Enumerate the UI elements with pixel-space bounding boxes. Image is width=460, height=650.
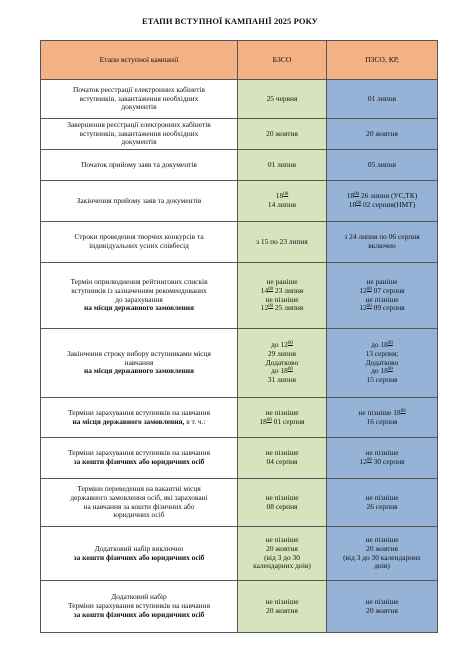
stage-text: навчання	[124, 357, 154, 367]
pzso-text: не пізніше	[365, 294, 399, 304]
pzso-text: 18	[346, 191, 355, 201]
pzso-text: 09 серпня	[371, 303, 405, 313]
pzso-text: включно	[368, 241, 396, 250]
bzso-text: не пізніше	[265, 294, 299, 304]
stage-cell	[41, 479, 238, 527]
stage-cell	[41, 80, 238, 119]
bzso-text: 20 жовтня	[266, 605, 298, 615]
pzso-text: з 24 липня по 06 серпня	[344, 232, 420, 242]
pzso-text: 30 серпня	[371, 457, 405, 466]
stage-cell	[41, 181, 238, 222]
stage-bold-text: на місця державного замовлення,	[72, 416, 185, 426]
stage-text: Закінчення прийому заяв та документів	[76, 195, 202, 205]
admission-stages-table	[40, 40, 438, 633]
time-superscript: 00	[287, 367, 293, 373]
bzso-cell	[238, 150, 327, 181]
pzso-text: 15 серпня	[366, 375, 398, 385]
bzso-text: 04 серпня	[266, 457, 298, 466]
pzso-text: до 18	[371, 366, 388, 376]
pzso-cell	[327, 438, 438, 479]
bzso-text: (від 3 до 30	[264, 552, 300, 562]
bzso-text: 20 жовтня	[266, 543, 298, 553]
bzso-cell	[238, 438, 327, 479]
bzso-cell	[238, 181, 327, 222]
header-bzso: БЗСО	[238, 41, 327, 80]
pzso-text: 26 липня (УС,ТК)	[359, 191, 418, 201]
stage-text: Термін оприлюднення рейтингових списків	[70, 276, 208, 286]
stage-text: вступників, завантаження необхідних	[79, 93, 199, 103]
bzso-cell	[238, 581, 327, 633]
stage-text: Завершення реєстрації електронних кабінетів	[67, 119, 211, 129]
pzso-text: не пізніше	[365, 596, 399, 606]
stage-text: в т. ч.:	[184, 416, 206, 426]
stage-text: Строки проведення творчих конкурсів та	[74, 232, 204, 242]
stage-cell	[41, 329, 238, 398]
pzso-text: 05 липня	[367, 159, 397, 169]
table-row	[41, 222, 438, 263]
table-row	[41, 438, 438, 479]
bzso-text: до 12	[271, 340, 288, 349]
pzso-text: не пізніше	[365, 448, 399, 458]
pzso-text: 20 жовтня	[366, 128, 398, 138]
stage-bold-text: на місця державного замовлення	[83, 366, 195, 376]
stage-text: Початок реєстрації електронних кабінетів	[73, 84, 205, 94]
bzso-text: не пізніше	[265, 534, 299, 544]
pzso-cell	[327, 398, 438, 438]
pzso-text: днів)	[374, 561, 390, 571]
bzso-cell	[238, 398, 327, 438]
time-superscript: 00	[266, 417, 272, 423]
bzso-text: 20 жовтня	[266, 128, 298, 138]
bzso-text: до 18	[271, 366, 288, 376]
pzso-text: 20 жовтня	[366, 543, 398, 553]
stage-bold-text: за кошти фізичних або юридичних осіб	[73, 609, 205, 619]
pzso-text: 12	[359, 457, 367, 466]
pzso-text: 01 липня	[367, 93, 397, 103]
bzso-text: 25 липня	[273, 303, 304, 313]
bzso-text: 23 липня	[273, 285, 304, 295]
bzso-cell	[238, 263, 327, 329]
time-superscript: 00	[400, 408, 406, 414]
stage-text: до зарахування	[115, 294, 163, 304]
pzso-cell	[327, 222, 438, 263]
pzso-cell	[327, 329, 438, 398]
stage-bold-text: за кошти фізичних або юридичних осіб	[73, 552, 205, 562]
table-header-row	[41, 41, 438, 80]
pzso-text: не пізніше	[365, 492, 399, 502]
bzso-text: 31 липня	[267, 375, 297, 385]
bzso-text: 25 червня	[266, 93, 298, 103]
table-row	[41, 119, 438, 150]
bzso-cell	[238, 479, 327, 527]
pzso-text: не пізніше 18	[358, 407, 401, 417]
bzso-text: не раніше	[266, 276, 298, 286]
pzso-cell	[327, 263, 438, 329]
table-row	[41, 398, 438, 438]
stage-text: Терміни переведення на вакантні місця	[77, 483, 201, 493]
pzso-text: не пізніше	[365, 534, 399, 544]
bzso-text: 18	[275, 191, 284, 201]
bzso-text: 01 липня	[267, 159, 297, 169]
bzso-cell	[238, 80, 327, 119]
pzso-text: 13 серпня;	[365, 348, 399, 358]
bzso-text: календарних днів)	[253, 561, 311, 571]
bzso-text: 18	[259, 416, 267, 426]
time-superscript: 00	[366, 458, 372, 463]
document-title: ЕТАПИ ВСТУПНОЇ КАМПАНІЇ 2025 РОКУ	[141, 16, 318, 26]
pzso-text: 20 жовтня	[366, 605, 398, 615]
time-superscript: 00	[387, 341, 393, 346]
stage-cell	[41, 398, 238, 438]
pzso-text: 02 серпня(НМТ)	[361, 200, 416, 209]
stage-text: Закінчення строку вибору вступниками місця	[67, 348, 211, 358]
stage-cell	[41, 581, 238, 633]
header-stage: Етапи вступної кампанії	[41, 41, 238, 80]
table-row	[41, 80, 438, 119]
table-row	[41, 479, 438, 527]
table-row	[41, 329, 438, 398]
bzso-text: не пізніше	[265, 448, 299, 458]
header-pzso: ПЗСО, КР,	[327, 41, 438, 80]
time-superscript: 00	[366, 304, 372, 310]
bzso-text: 14	[260, 285, 269, 295]
bzso-text: 14 липня	[267, 200, 297, 209]
bzso-text: 01 серпня	[271, 416, 305, 426]
bzso-text: 29 липня	[267, 348, 297, 358]
stage-cell	[41, 222, 238, 263]
pzso-text: не раніше	[366, 276, 398, 286]
pzso-cell	[327, 581, 438, 633]
table-row	[41, 150, 438, 181]
stage-text: індивідуальних усних співбесід	[89, 241, 189, 250]
stage-text: юридичних осіб	[113, 510, 165, 520]
stage-text: Додатковий набір виключно	[94, 543, 184, 553]
bzso-text: не пізніше	[265, 596, 299, 606]
bzso-text: 12	[260, 303, 269, 313]
time-superscript: 00	[356, 201, 362, 206]
pzso-text: 12	[359, 303, 367, 313]
bzso-cell	[238, 119, 327, 150]
stage-text: Терміни зарахування вступників на навчання	[68, 407, 210, 417]
pzso-text: 26 серпня	[366, 501, 398, 511]
time-superscript: 00	[268, 304, 274, 310]
pzso-text: 12	[359, 285, 367, 295]
bzso-text: не пізніше	[265, 492, 299, 502]
stage-cell	[41, 527, 238, 581]
stage-cell	[41, 263, 238, 329]
table-row	[41, 181, 438, 222]
stage-text: документів	[121, 137, 157, 147]
stage-text: Терміни зарахування вступників на навчання	[68, 601, 210, 611]
pzso-cell	[327, 150, 438, 181]
table-row	[41, 581, 438, 633]
pzso-text: 16 серпня	[366, 416, 398, 426]
stage-text: державного замовлення осіб, які зараховані	[70, 492, 208, 502]
stage-text: на навчання за кошти фізичних або	[83, 501, 195, 511]
bzso-cell	[238, 222, 327, 263]
table-row	[41, 527, 438, 581]
pzso-text: до 18	[371, 340, 388, 349]
bzso-text: Додатково	[265, 357, 299, 367]
stage-bold-text: за кошти фізичних або юридичних осіб	[73, 457, 205, 466]
bzso-text: не пізніше	[265, 407, 299, 417]
bzso-cell	[238, 527, 327, 581]
time-superscript: 00	[354, 192, 360, 198]
stage-text: Терміни зарахування вступників на навчання	[68, 448, 210, 458]
time-superscript: 00	[387, 367, 393, 373]
bzso-cell	[238, 329, 327, 398]
pzso-cell	[327, 119, 438, 150]
pzso-cell	[327, 80, 438, 119]
pzso-cell	[327, 181, 438, 222]
stage-text: вступників із зазначенням рекомендованих	[71, 285, 207, 295]
pzso-text: Додатково	[365, 357, 399, 367]
pzso-cell	[327, 527, 438, 581]
time-superscript: 00	[366, 286, 372, 292]
pzso-text: (від 3 до 30 календарних	[343, 552, 421, 562]
time-superscript: 00	[287, 341, 293, 346]
pzso-text: 07 серпня	[371, 285, 405, 295]
pzso-text: 18	[348, 200, 357, 209]
bzso-text: 08 серпня	[266, 501, 298, 511]
stage-bold-text: на місця державного замовлення	[83, 303, 195, 313]
stage-text: вступників, завантаження необхідних	[79, 128, 199, 138]
stage-text: документів	[121, 102, 157, 112]
stage-cell	[41, 119, 238, 150]
stage-cell	[41, 438, 238, 479]
stage-text: Початок прийому заяв та документів	[81, 159, 197, 169]
pzso-cell	[327, 479, 438, 527]
stage-text: Додатковий набір	[111, 592, 167, 602]
stage-cell	[41, 150, 238, 181]
time-superscript: 00	[268, 286, 274, 292]
table-row	[41, 263, 438, 329]
bzso-text: з 15 по 23 липня	[256, 236, 308, 246]
time-superscript: 00	[283, 192, 289, 198]
